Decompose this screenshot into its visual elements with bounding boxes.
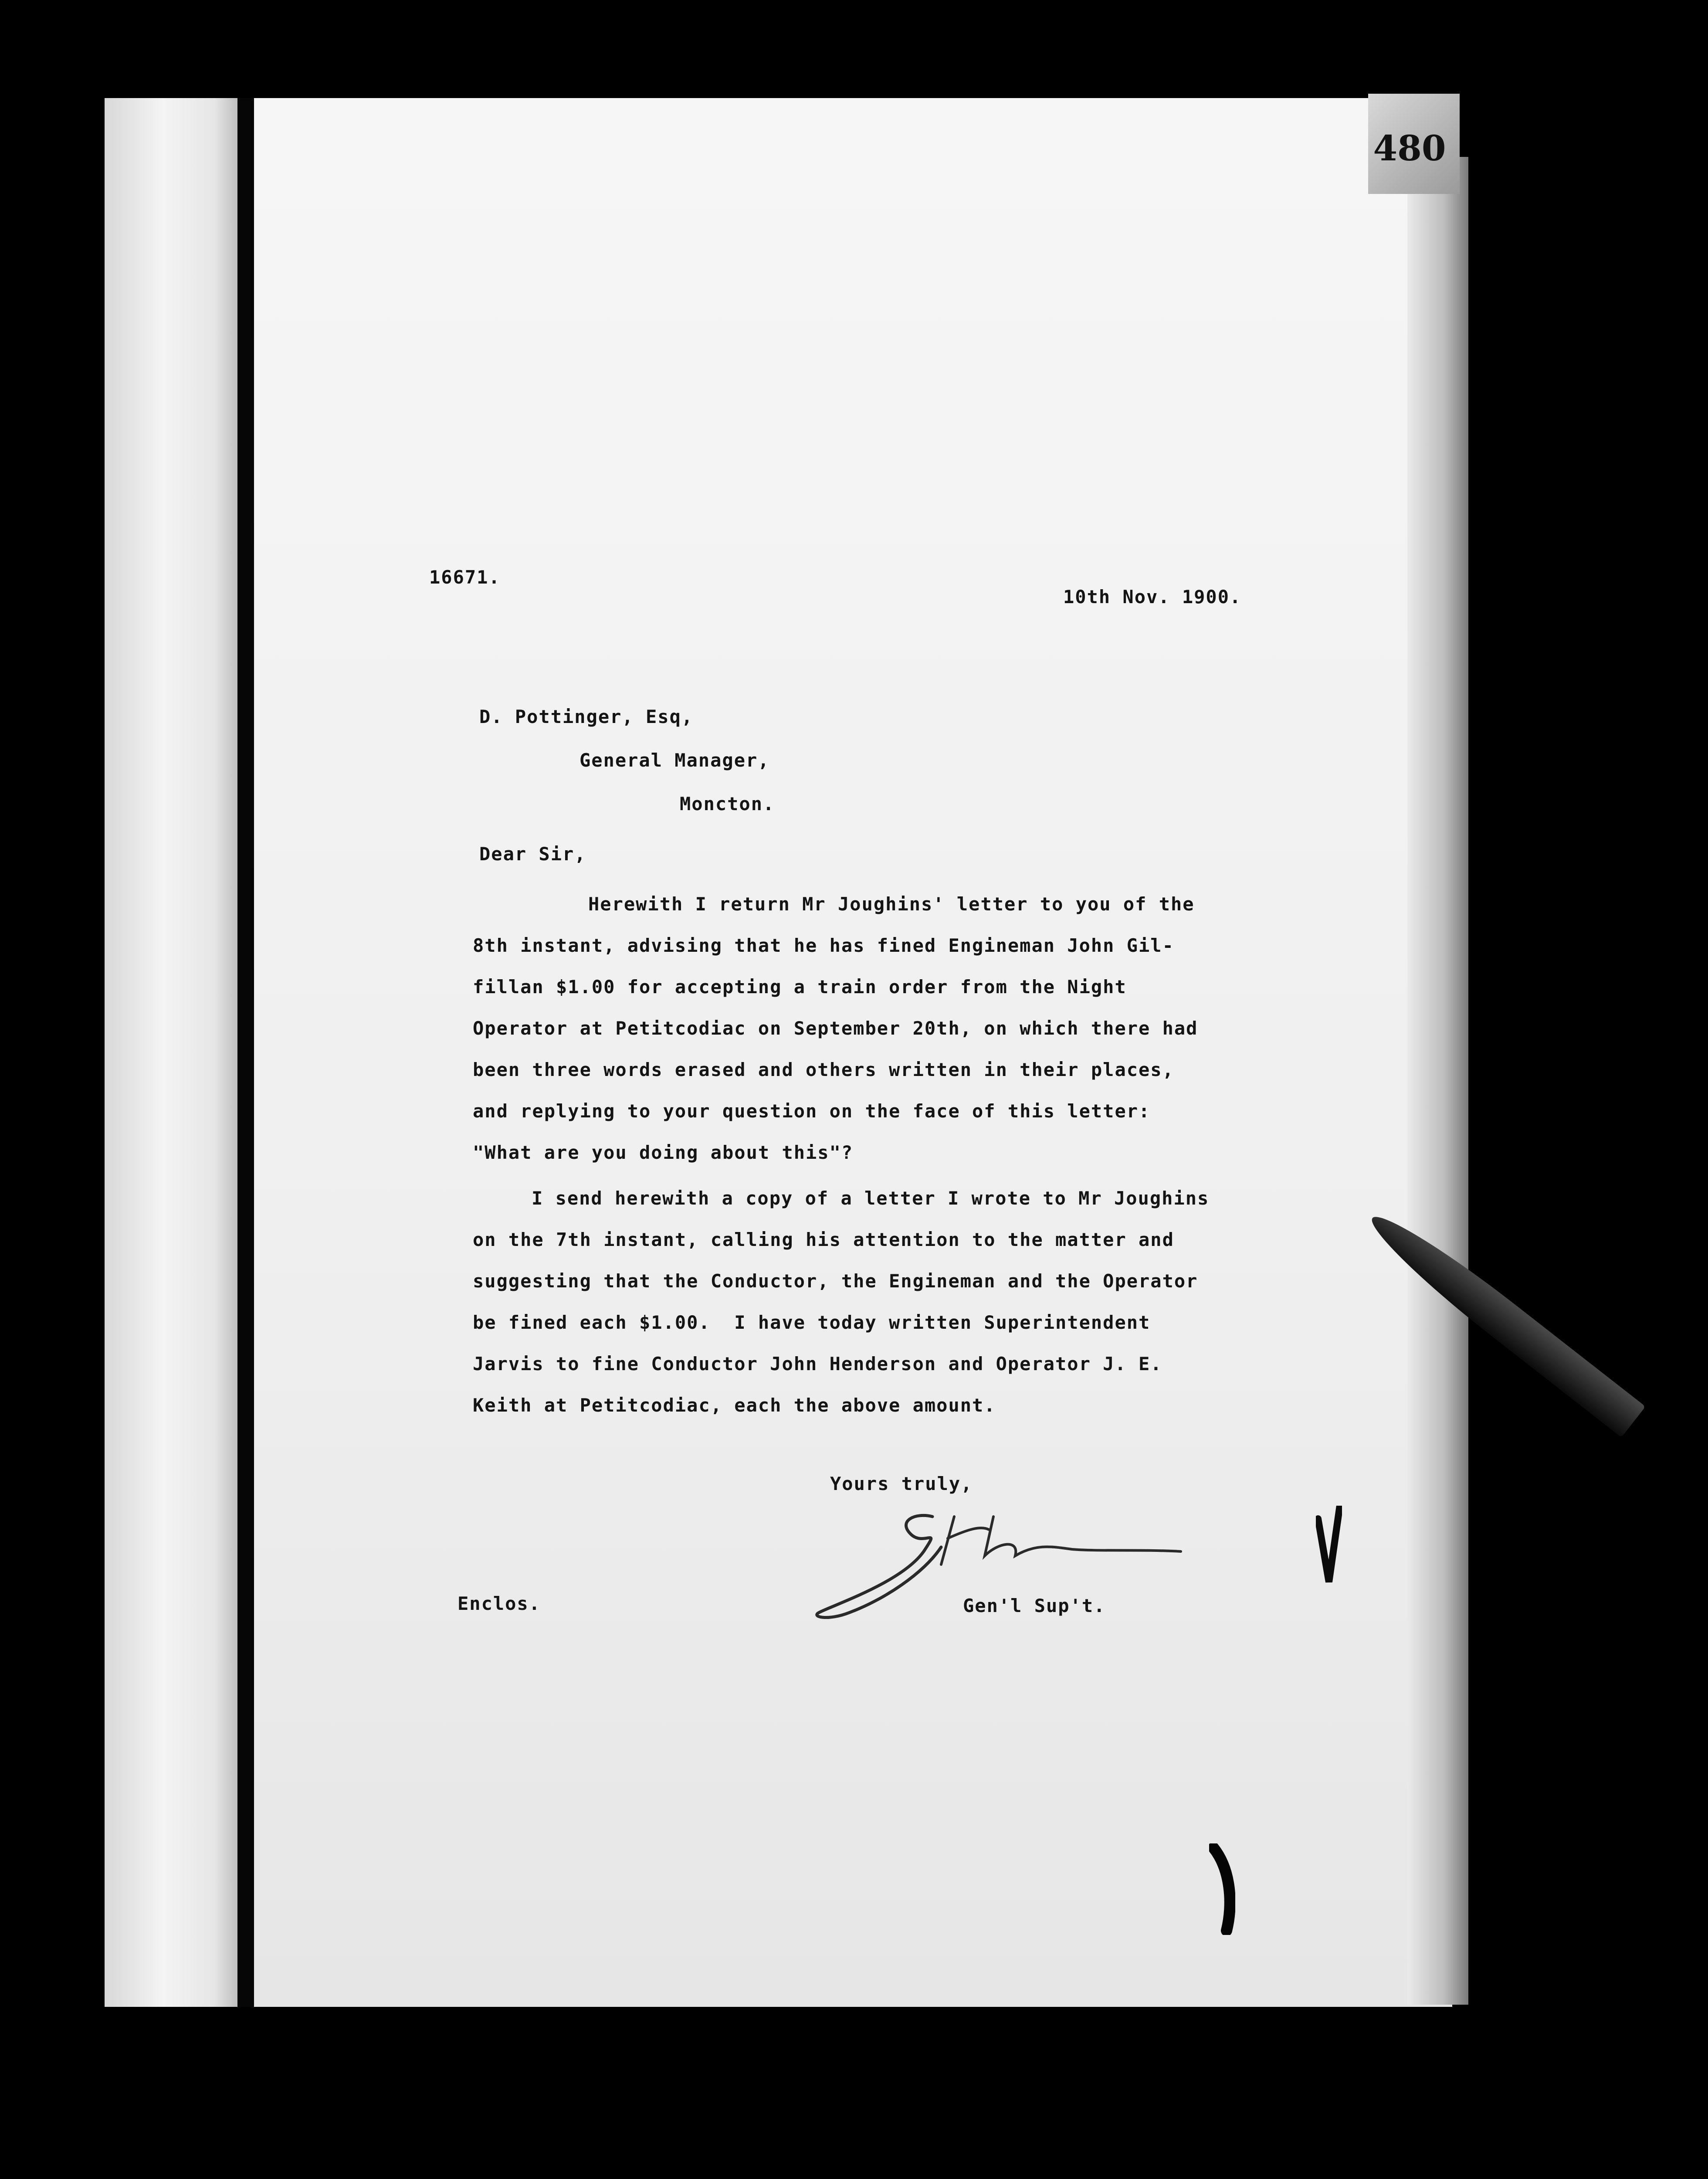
paragraph-line: 8th instant, advising that he has fined Engineman John Gil- (473, 935, 1174, 956)
paragraph-line: Jarvis to fine Conductor John Henderson and Operator J. E. (473, 1353, 1162, 1375)
paragraph-line: "What are you doing about this"? (473, 1142, 854, 1163)
ink-mark (1209, 1843, 1235, 1935)
binding-strip (237, 98, 254, 2007)
page-curl-edge (1407, 157, 1468, 2005)
previous-page-edge (105, 98, 251, 2007)
address-line: General Manager, (580, 750, 770, 771)
closing: Yours truly, (830, 1473, 973, 1494)
reference-number: 16671. (429, 567, 501, 588)
paragraph-line: Operator at Petitcodiac on September 20th, on which there had (473, 1018, 1198, 1039)
paragraph-line: fillan $1.00 for accepting a train order from the Night (473, 976, 1127, 998)
letter-date: 10th Nov. 1900. (1063, 586, 1242, 608)
tick-mark (1316, 1506, 1342, 1593)
paragraph-line: and replying to your question on the face of this letter: (473, 1100, 1151, 1122)
paragraph-line: on the 7th instant, calling his attention to the matter and (473, 1229, 1174, 1250)
paragraph-line: Keith at Petitcodiac, each the above amount. (473, 1395, 996, 1416)
paragraph-line: I send herewith a copy of a letter I wrote to Mr Joughins (532, 1188, 1210, 1209)
enclosure-note: Enclos. (458, 1593, 541, 1614)
signatory-title: Gen'l Sup't. (963, 1595, 1106, 1616)
address-line: D. Pottinger, Esq, (479, 706, 694, 727)
paragraph-line: Herewith I return Mr Joughins' letter to you of the (588, 893, 1195, 915)
salutation: Dear Sir, (479, 843, 586, 865)
paragraph-line: been three words erased and others written in their places, (473, 1059, 1174, 1080)
paragraph-line: suggesting that the Conductor, the Engineman and the Operator (473, 1270, 1198, 1292)
page-number: 480 (1373, 128, 1446, 169)
paragraph-line: be fined each $1.00. I have today written Superintendent (473, 1312, 1151, 1333)
letter-page (254, 98, 1452, 2007)
address-line: Moncton. (680, 793, 775, 815)
